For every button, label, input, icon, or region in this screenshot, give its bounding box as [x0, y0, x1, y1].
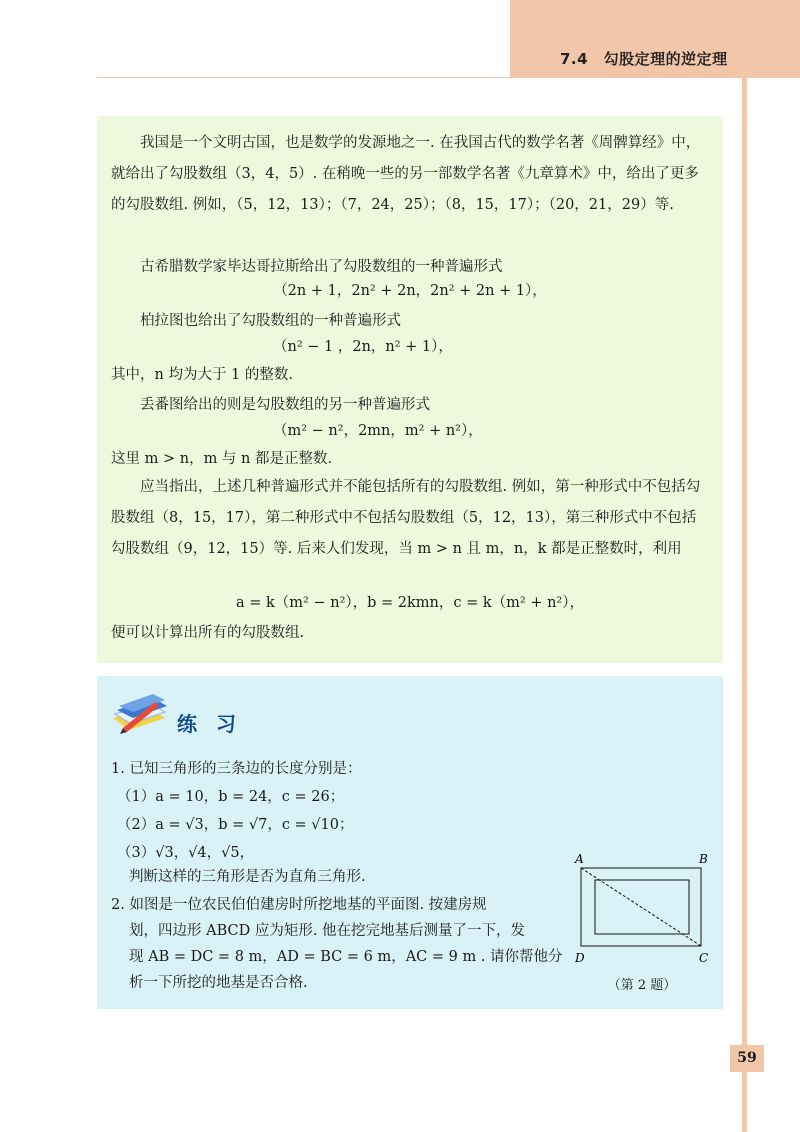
reading-paragraph: 丢番图给出的则是勾股数组的另一种普遍形式 [140, 397, 430, 413]
formula-general: a = k（m² − n²），b = 2kmn，c = k（m² + n²）， [236, 595, 584, 611]
vertex-a-label: A [575, 852, 584, 866]
formula-plato: （n² − 1 ，2n，n² + 1）， [273, 339, 453, 355]
vertex-b-label: B [699, 852, 708, 866]
question-2-line: 析一下所挖的地基是否合格. [129, 975, 308, 991]
vertex-c-label: C [699, 951, 709, 965]
reading-paragraph: 应当指出，上述几种普遍形式并不能包括所有的勾股数组. 例如，第一种形式中不包括勾股数组（8，15，17），第二种形式中不包括勾股数组（5，12，13），第三种形式中不包括勾股数组（9，12，15）等. 后来人们发现，当 m > n 且 m，n，k 都是正整数时，利用 [111, 479, 701, 557]
question-2-line: 现 AB = DC = 8 m，AD = BC = 6 m，AC = 9 m . 请你帮他分 [129, 949, 563, 965]
reading-paragraph: 古希腊数学家毕达哥拉斯给出了勾股数组的一种普遍形式 [140, 259, 503, 275]
question-1-part-1: （1）a = 10，b = 24，c = 26； [117, 789, 345, 805]
foundation-figure [567, 852, 717, 992]
formula-diophantus: （m² − n²，2mn，m² + n²）， [273, 423, 483, 439]
reading-paragraph: 我国是一个文明古国，也是数学的发源地之一. 在我国古代的数学名著《周髀算经》中，就给出了勾股数组（3，4，5）. 在稍晚一些的另一部数学名著《九章算术》中，给出了更多的勾股数组. 例如，（5，12，13）；（7，24，25）；（8，15，17）；（20，21，29）等. [111, 135, 701, 213]
question-1-part-3: （3）√3，√4，√5， [117, 845, 255, 861]
page-number: 59 [730, 1045, 764, 1072]
reading-paragraph: 这里 m > n，m 与 n 都是正整数. [111, 451, 333, 467]
question-2-line: 划，四边形 ABCD 应为矩形. 他在挖完地基后测量了一下，发 [129, 923, 526, 939]
exercise-box [97, 676, 723, 1009]
reading-box [97, 116, 723, 663]
reading-paragraph: 其中，n 均为大于 1 的整数. [111, 367, 293, 383]
books-pencil-icon [109, 688, 169, 734]
header-rule [97, 77, 510, 78]
formula-pythagoras: （2n + 1，2n² + 2n，2n² + 2n + 1）， [273, 283, 547, 299]
question-2-line: 2. 如图是一位农民伯伯建房时所挖地基的平面图. 按建房规 [111, 897, 487, 913]
reading-paragraph: 便可以计算出所有的勾股数组. [111, 625, 305, 641]
vertex-d-label: D [575, 951, 585, 965]
figure-caption: （第 2 题） [607, 978, 677, 993]
reading-paragraph: 柏拉图也给出了勾股数组的一种普遍形式 [140, 313, 401, 329]
section-title: 7.4 勾股定理的逆定理 [560, 50, 728, 68]
question-1-ask: 判断这样的三角形是否为直角三角形. [129, 869, 366, 885]
foundation-diagram [567, 852, 717, 972]
question-1-part-2: （2）a = √3，b = √7，c = √10； [117, 817, 354, 833]
margin-stripe [742, 78, 747, 1132]
question-1-stem: 1. 已知三角形的三条边的长度分别是： [111, 761, 362, 777]
exercise-title: 练 习 [177, 712, 242, 736]
